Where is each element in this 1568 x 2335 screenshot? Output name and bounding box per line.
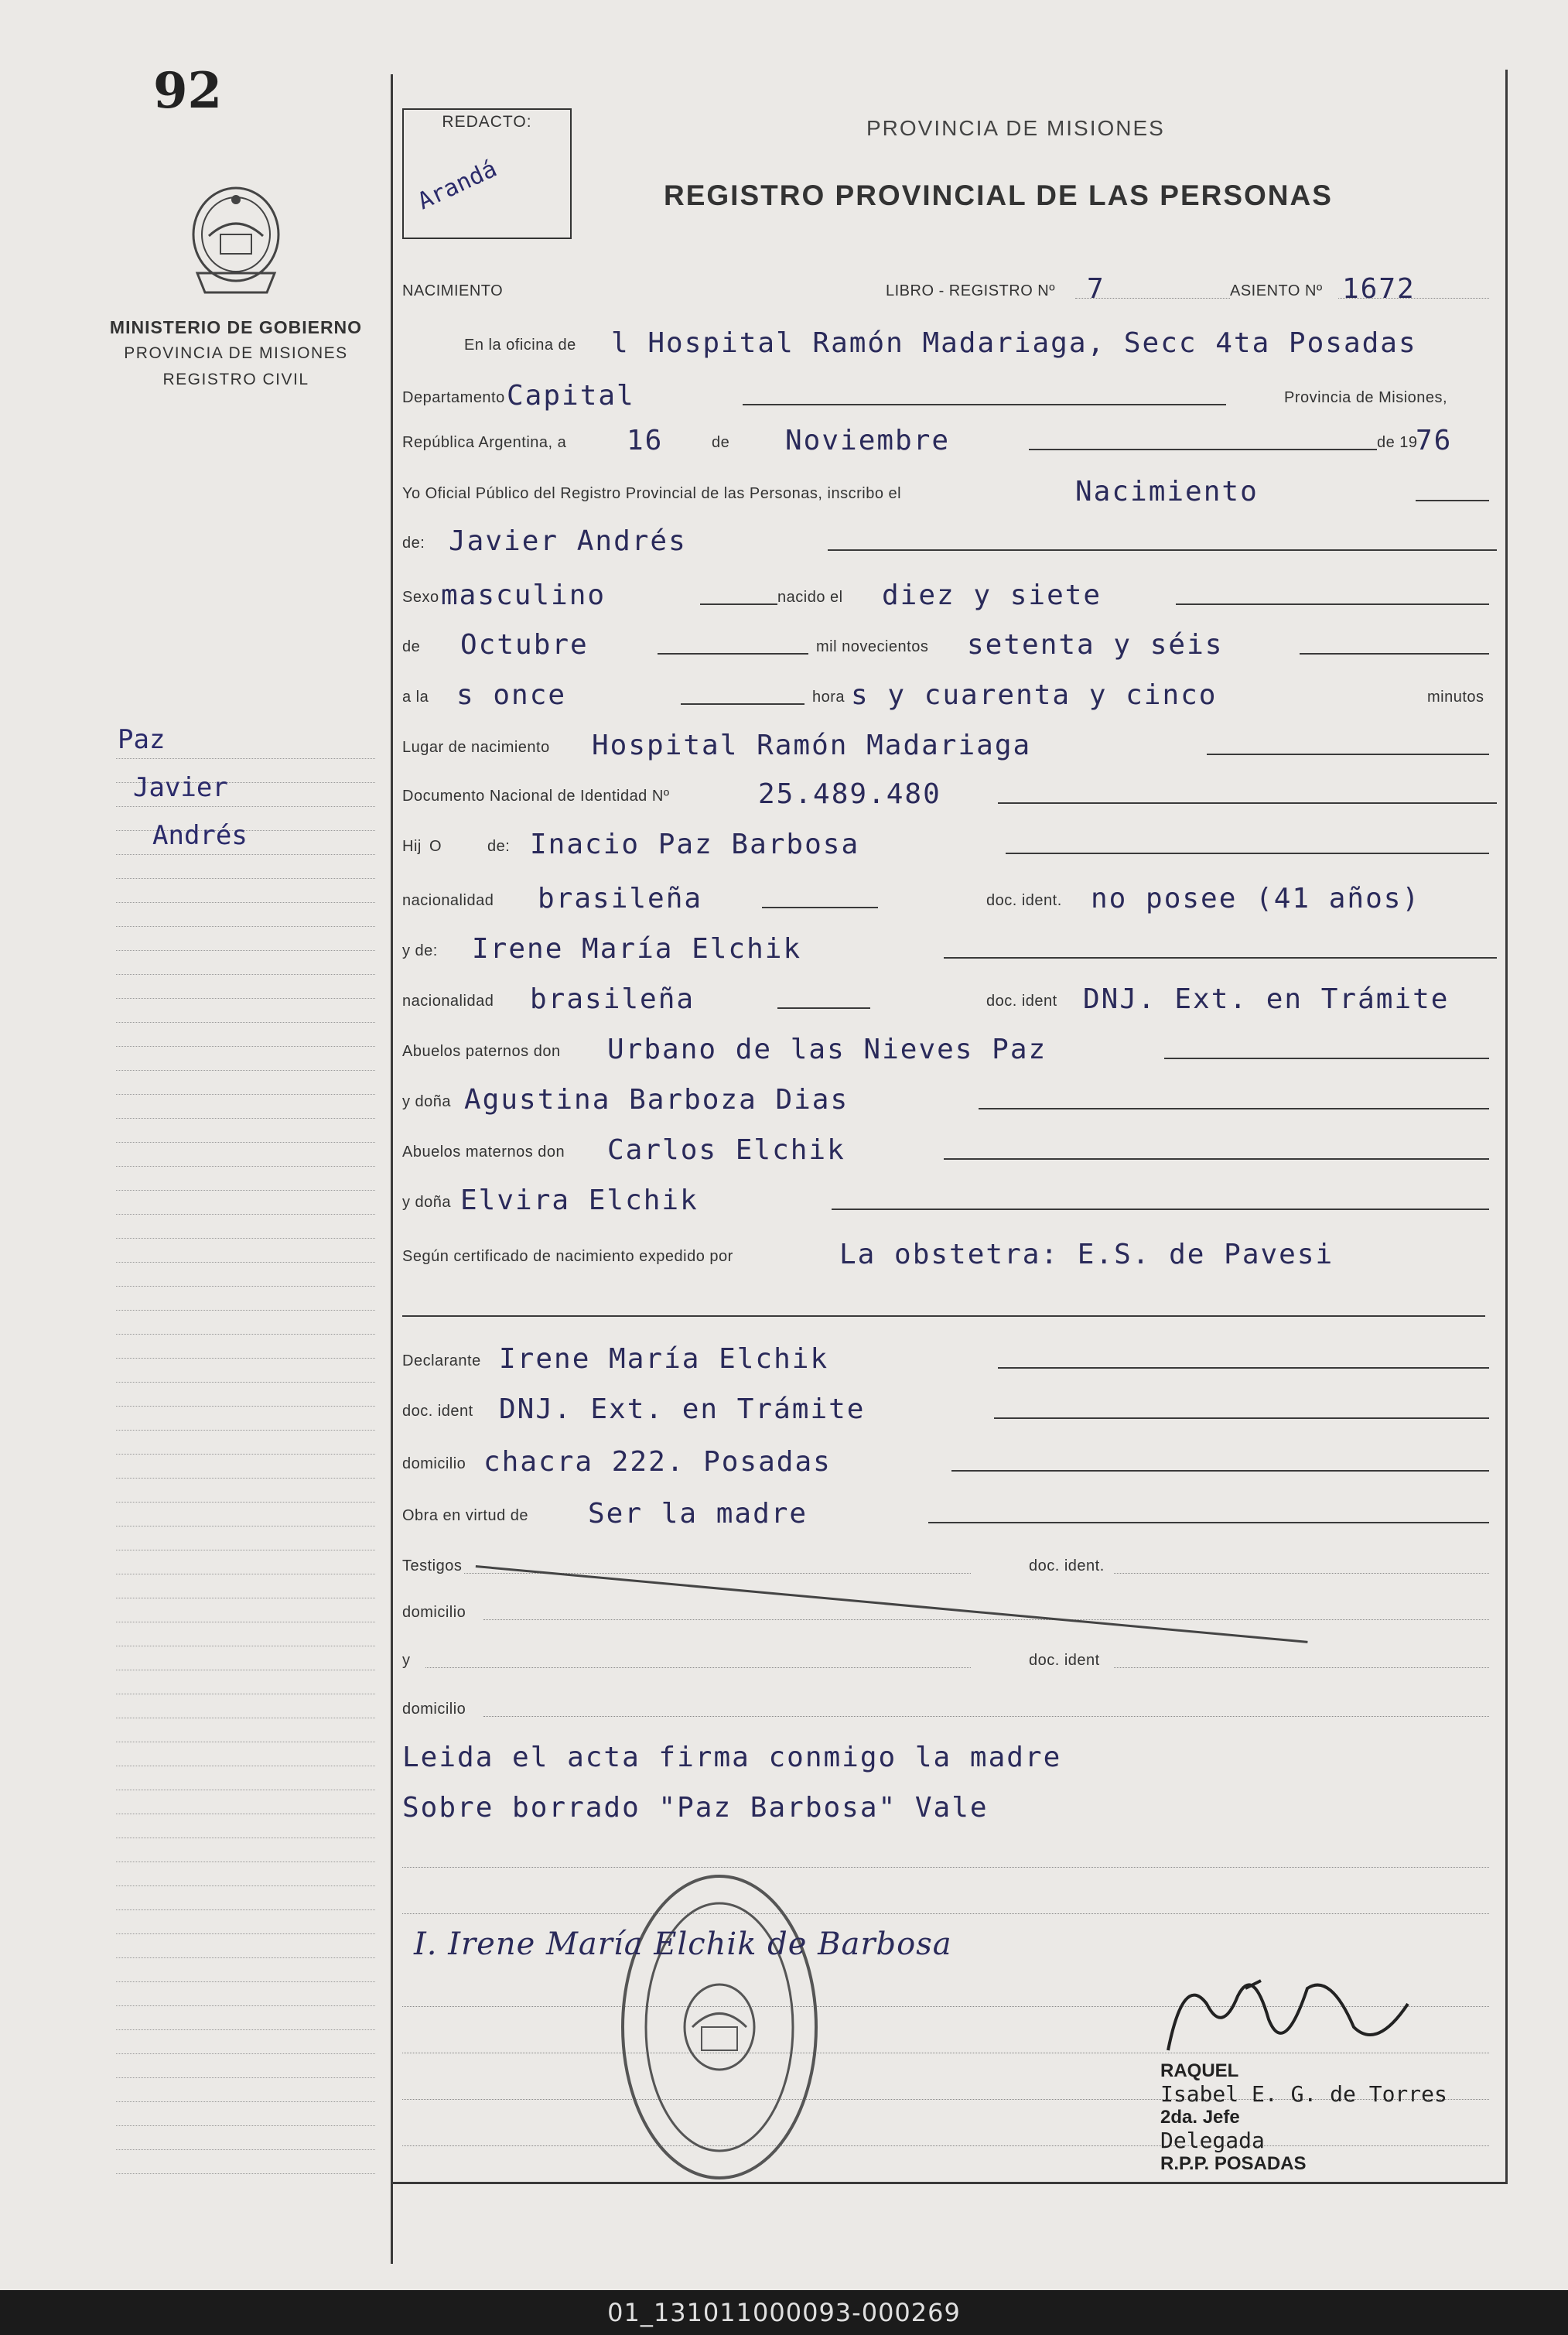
departamento-line	[743, 404, 1226, 405]
blank-dotted	[402, 1913, 1489, 1914]
madre-row	[402, 932, 1493, 963]
redacto-box	[402, 108, 572, 239]
declarante-value: Irene María Elchik	[499, 1343, 829, 1375]
abuelo-pat-line	[1164, 1058, 1489, 1059]
officer-line-4: Delegada	[1160, 2128, 1265, 2153]
test-doc2-dotted	[1114, 1667, 1489, 1668]
madre-nac-row	[402, 983, 1493, 1014]
declarant-signature: I. Irene María Elchik de Barbosa	[414, 1926, 952, 1962]
redacto-label: REDACTO:	[442, 113, 532, 131]
domicilio-label: domicilio	[402, 1455, 466, 1472]
dni-label: Documento Nacional de Identidad Nº	[402, 788, 670, 805]
note-line-2: Sobre borrado "Paz Barbosa" Vale	[402, 1792, 989, 1824]
libro-value: 7	[1087, 273, 1105, 305]
nacido-label: nacido el	[777, 589, 843, 606]
declarante-row	[402, 1342, 1493, 1373]
padre-nac-line	[762, 907, 878, 908]
abuela-pat-value: Agustina Barboza Dias	[464, 1084, 849, 1116]
provincial-emblem-icon	[186, 180, 286, 298]
blank-row	[402, 1841, 1493, 1872]
padre-row	[402, 828, 1493, 859]
mil-label: mil novecientos	[816, 638, 929, 655]
lugar-row	[402, 729, 1493, 760]
obra-value: Ser la madre	[588, 1498, 808, 1530]
margin-note-line: Paz	[118, 724, 166, 755]
hijo-o: O	[429, 838, 442, 855]
officer-stamp	[1160, 2060, 1447, 2176]
padre-nac-value: brasileña	[538, 883, 703, 915]
domicilio-line	[951, 1470, 1489, 1472]
test-dom2-label: domicilio	[402, 1701, 466, 1718]
sexo-row	[402, 579, 1493, 610]
sexo-value: masculino	[441, 579, 606, 611]
obra-row	[402, 1497, 1493, 1528]
certificado-label: Según certificado de nacimiento expedido por	[402, 1248, 733, 1265]
libro-label: LIBRO - REGISTRO Nº	[886, 282, 1056, 299]
decl-doc-label: doc. ident	[402, 1403, 473, 1420]
padre-nac-row	[402, 882, 1493, 913]
mes-value: Noviembre	[785, 425, 951, 456]
redacto-signature: Arandá	[413, 155, 501, 216]
departamento-value: Capital	[507, 380, 635, 412]
asiento-value: 1672	[1342, 273, 1416, 305]
oficial-row	[402, 475, 1493, 506]
test-dom-dotted	[483, 1619, 1489, 1620]
acta-header-row	[402, 272, 1493, 303]
minutos-label: minutos	[1427, 689, 1484, 706]
note2-row	[402, 1791, 1493, 1822]
obra-line	[928, 1522, 1489, 1523]
test-dom-label: domicilio	[402, 1604, 466, 1621]
provincia-label: Provincia de Misiones,	[1284, 389, 1448, 406]
margin-note	[118, 716, 248, 860]
abuela-mat-value: Elvira Elchik	[460, 1185, 699, 1216]
padre-line	[1006, 853, 1489, 854]
test-dom2-dotted	[483, 1716, 1489, 1717]
ministry-block	[108, 317, 364, 397]
testigos-label: Testigos	[402, 1557, 463, 1574]
mes-nac-value: Octubre	[460, 629, 589, 661]
official-seal-stamp	[615, 1868, 824, 2186]
acta-type-label: NACIMIENTO	[402, 282, 504, 299]
declarante-label: Declarante	[402, 1352, 481, 1369]
test-dom2-row	[402, 1691, 1493, 1721]
certificado-cont-row	[402, 1291, 1493, 1321]
dia-value: 16	[627, 425, 664, 456]
hijo-label: Hij	[402, 838, 422, 855]
abuela-pat-row	[402, 1083, 1493, 1114]
lugar-value: Hospital Ramón Madariaga	[592, 730, 1032, 761]
padre-value: Inacio Paz Barbosa	[530, 829, 860, 860]
abuelo-pat-value: Urbano de las Nieves Paz	[607, 1034, 1047, 1065]
madre-nac-line	[777, 1007, 870, 1009]
lugar-line	[1207, 754, 1489, 755]
declarante-line	[998, 1367, 1489, 1369]
de-nombre-label: de:	[402, 535, 425, 552]
ministry-title: MINISTERIO DE GOBIERNO	[109, 317, 363, 337]
decl-doc-row	[402, 1393, 1493, 1424]
hora-row	[402, 679, 1493, 709]
nombre-value: Javier Andrés	[449, 525, 687, 557]
certificado-cont-line	[402, 1315, 1485, 1317]
officer-signature-scribble	[1153, 1957, 1431, 2073]
blank-dotted	[402, 1867, 1489, 1868]
test-doc-dotted	[1114, 1573, 1489, 1574]
dni-row	[402, 778, 1493, 809]
padre-docident-label: doc. ident.	[986, 892, 1062, 909]
republica-label: República Argentina, a	[402, 434, 567, 451]
yde-label: y de:	[402, 942, 438, 959]
de2-label: de	[402, 638, 421, 655]
margin-note-line: Javier	[133, 772, 228, 803]
oficial-label: Yo Oficial Público del Registro Provincial de las Personas, inscribo el	[402, 485, 902, 502]
madre-docident-label: doc. ident	[986, 993, 1057, 1010]
registry-title: REGISTRO PROVINCIAL DE LAS PERSONAS	[664, 179, 1333, 211]
obra-label: Obra en virtud de	[402, 1507, 529, 1524]
departamento-row	[402, 379, 1493, 410]
test2-row	[402, 1642, 1493, 1673]
fecha-line	[1029, 449, 1377, 450]
test-doc-label: doc. ident.	[1029, 1557, 1105, 1574]
anio-nac-line	[1300, 653, 1489, 655]
anio-label: de 19	[1377, 434, 1418, 451]
test2-dotted	[425, 1667, 971, 1668]
madre-nac-label: nacionalidad	[402, 993, 494, 1010]
mes-nac-line	[658, 653, 808, 655]
abuelo-pat-row	[402, 1033, 1493, 1064]
madre-value: Irene María Elchik	[472, 933, 802, 965]
oficina-row	[402, 326, 1493, 357]
margin-note-line: Andrés	[152, 820, 248, 851]
margin-dotted-lines	[116, 735, 375, 2174]
folio-number: 92	[153, 62, 223, 120]
abuelos-pat-label: Abuelos paternos don	[402, 1043, 561, 1060]
test-doc2-label: doc. ident	[1029, 1652, 1100, 1669]
image-id-label: 01_131011000093-000269	[607, 2298, 961, 2327]
nacido-value: diez y siete	[882, 579, 1102, 611]
nombre-row	[402, 525, 1493, 556]
horas-label: hora	[812, 689, 845, 706]
domicilio-row	[402, 1445, 1493, 1476]
de-label: de	[712, 434, 730, 451]
madre-nac-value: brasileña	[530, 983, 695, 1015]
blank-row	[402, 1888, 1493, 1919]
sexo-label: Sexo	[402, 589, 439, 606]
dni-line	[998, 802, 1497, 804]
oficial-line	[1416, 500, 1489, 501]
y-label: y	[402, 1652, 411, 1669]
hora-value: s once	[456, 679, 567, 711]
decl-doc-line	[994, 1417, 1489, 1419]
asiento-dotted	[1338, 298, 1489, 299]
note-line-1: Leida el acta firma conmigo la madre	[402, 1742, 1062, 1773]
scan-footer-bar	[0, 2290, 1568, 2335]
ydona2-label: y doña	[402, 1194, 452, 1211]
ydona-label: y doña	[402, 1093, 452, 1110]
mes-nac-row	[402, 628, 1493, 659]
officer-line-1: RAQUEL	[1160, 2060, 1239, 2081]
minutos-value: s y cuarenta y cinco	[851, 679, 1218, 711]
abuelo-mat-value: Carlos Elchik	[607, 1134, 845, 1166]
abuela-mat-line	[832, 1209, 1489, 1210]
ministry-province: PROVINCIA DE MISIONES	[124, 344, 348, 362]
certificado-row	[402, 1238, 1493, 1269]
libro-dotted	[1075, 298, 1230, 299]
abuelo-mat-row	[402, 1133, 1493, 1164]
alas-label: a la	[402, 689, 429, 706]
sexo-line	[700, 603, 777, 605]
hora-line	[681, 703, 804, 705]
domicilio-value: chacra 222. Posadas	[483, 1446, 832, 1478]
province-heading: PROVINCIA DE MISIONES	[866, 116, 1165, 140]
anio-value: 76	[1416, 425, 1453, 456]
right-margin-line	[1505, 70, 1508, 2182]
abuela-pat-line	[979, 1108, 1489, 1109]
decl-doc-value: DNJ. Ext. en Trámite	[499, 1393, 866, 1425]
officer-line-3: 2da. Jefe	[1160, 2107, 1240, 2128]
left-margin-line	[391, 74, 393, 2264]
certificado-value: La obstetra: E.S. de Pavesi	[839, 1239, 1334, 1270]
dni-value: 25.489.480	[758, 778, 941, 810]
madre-doc-value: DNJ. Ext. en Trámite	[1083, 983, 1450, 1015]
hijo-de-label: de:	[487, 838, 511, 855]
fecha-row	[402, 424, 1493, 455]
asiento-label: ASIENTO Nº	[1230, 282, 1323, 299]
madre-line	[944, 957, 1497, 959]
ministry-registry: REGISTRO CIVIL	[162, 371, 309, 388]
abuela-mat-row	[402, 1184, 1493, 1215]
lugar-label: Lugar de nacimiento	[402, 739, 550, 756]
oficina-label: En la oficina de	[464, 337, 576, 354]
nacido-line	[1176, 603, 1489, 605]
padre-nac-label: nacionalidad	[402, 892, 494, 909]
oficina-value: l Hospital Ramón Madariaga, Secc 4ta Posadas	[611, 327, 1417, 359]
abuelo-mat-line	[944, 1158, 1489, 1160]
officer-line-2: Isabel E. G. de Torres	[1160, 2081, 1447, 2107]
anio-nac-value: setenta y séis	[967, 629, 1224, 661]
note1-row	[402, 1741, 1493, 1772]
nombre-line	[828, 549, 1497, 551]
officer-line-5: R.P.P. POSADAS	[1160, 2153, 1307, 2174]
oficial-value: Nacimiento	[1075, 476, 1259, 508]
bottom-line	[391, 2182, 1508, 2184]
departamento-label: Departamento	[402, 389, 505, 406]
abuelos-mat-label: Abuelos maternos don	[402, 1144, 565, 1161]
padre-doc-value: no posee (41 años)	[1091, 883, 1421, 915]
